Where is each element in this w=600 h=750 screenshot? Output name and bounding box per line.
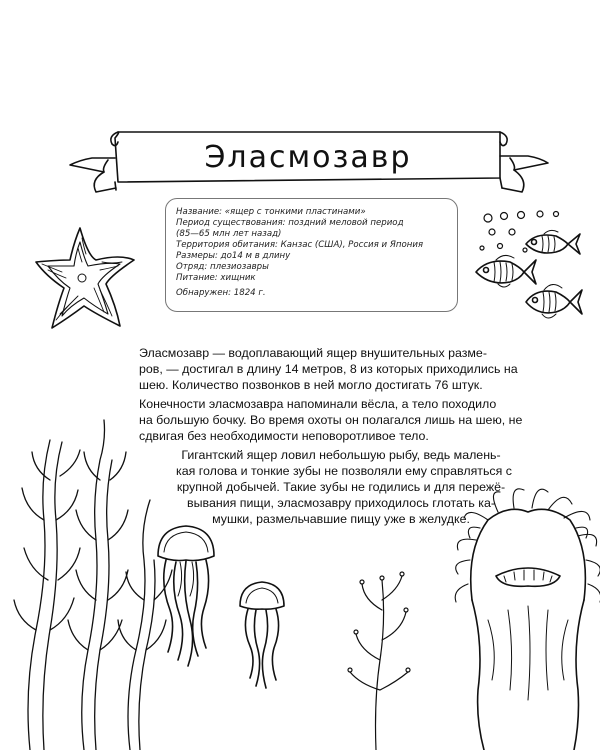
paragraph-line: мушки, размельчавшие пищу уже в желудке. — [212, 512, 470, 526]
paragraph-line: сдвигая без необходимости неповоротливое тело. — [139, 429, 429, 443]
paragraph-line: кая голова и тонкие зубы не позволяли ему справляться с — [176, 464, 512, 478]
info-name: Название: «ящер с тонкими пластинами» — [176, 207, 366, 217]
paragraph-line: Эласмозавр — водоплавающий ящер внушительных разме- — [139, 346, 487, 360]
paragraph-line: шею. Количество позвонков в ней могло достигать 76 штук. — [139, 378, 483, 392]
info-discovered: Обнаружен: 1824 г. — [176, 288, 266, 298]
sea-anemone-icon — [455, 489, 600, 750]
jellyfish-icon — [240, 582, 284, 688]
paragraph-3 — [176, 447, 512, 527]
starfish-icon — [36, 228, 134, 328]
paragraph-line: крупной добычей. Такие зубы не годились и для пережё- — [176, 480, 506, 494]
paragraph-line: Конечности эласмозавра напоминали вёсла, а тело походило — [139, 397, 497, 411]
paragraph-1 — [139, 345, 518, 393]
paragraph-line: на большую бочку. Во время охоты он полагался лишь на шею, не — [139, 413, 523, 427]
info-period-range: (85—65 млн лет назад) — [176, 229, 282, 239]
info-diet: Питание: хищник — [176, 273, 256, 283]
fish-icon — [526, 230, 580, 254]
paragraph-line: вывания пищи, эласмозавру приходилось глотать ка- — [187, 496, 495, 510]
jellyfish-icon — [158, 526, 214, 666]
paragraph-2 — [139, 396, 523, 444]
fish-icon — [526, 284, 582, 318]
page-title: Эласмозавр — [204, 140, 412, 175]
info-period: Период существования: поздний меловой период — [176, 218, 404, 228]
seaweed-icon — [348, 572, 410, 750]
paragraph-line: ров, — достигал в длину 14 метров, 8 из которых приходились на — [139, 362, 518, 376]
paragraph-line: Гигантский ящер ловил небольшую рыбу, ведь малень- — [181, 448, 501, 462]
info-size: Размеры: до14 м в длину — [176, 251, 291, 261]
seaweed-icon — [14, 420, 172, 750]
info-order: Отряд: плезиозавры — [176, 262, 269, 272]
info-territory: Территория обитания: Канзас (США), Россия и Япония — [176, 240, 424, 250]
fish-icon — [476, 255, 536, 287]
info-box — [165, 198, 458, 312]
